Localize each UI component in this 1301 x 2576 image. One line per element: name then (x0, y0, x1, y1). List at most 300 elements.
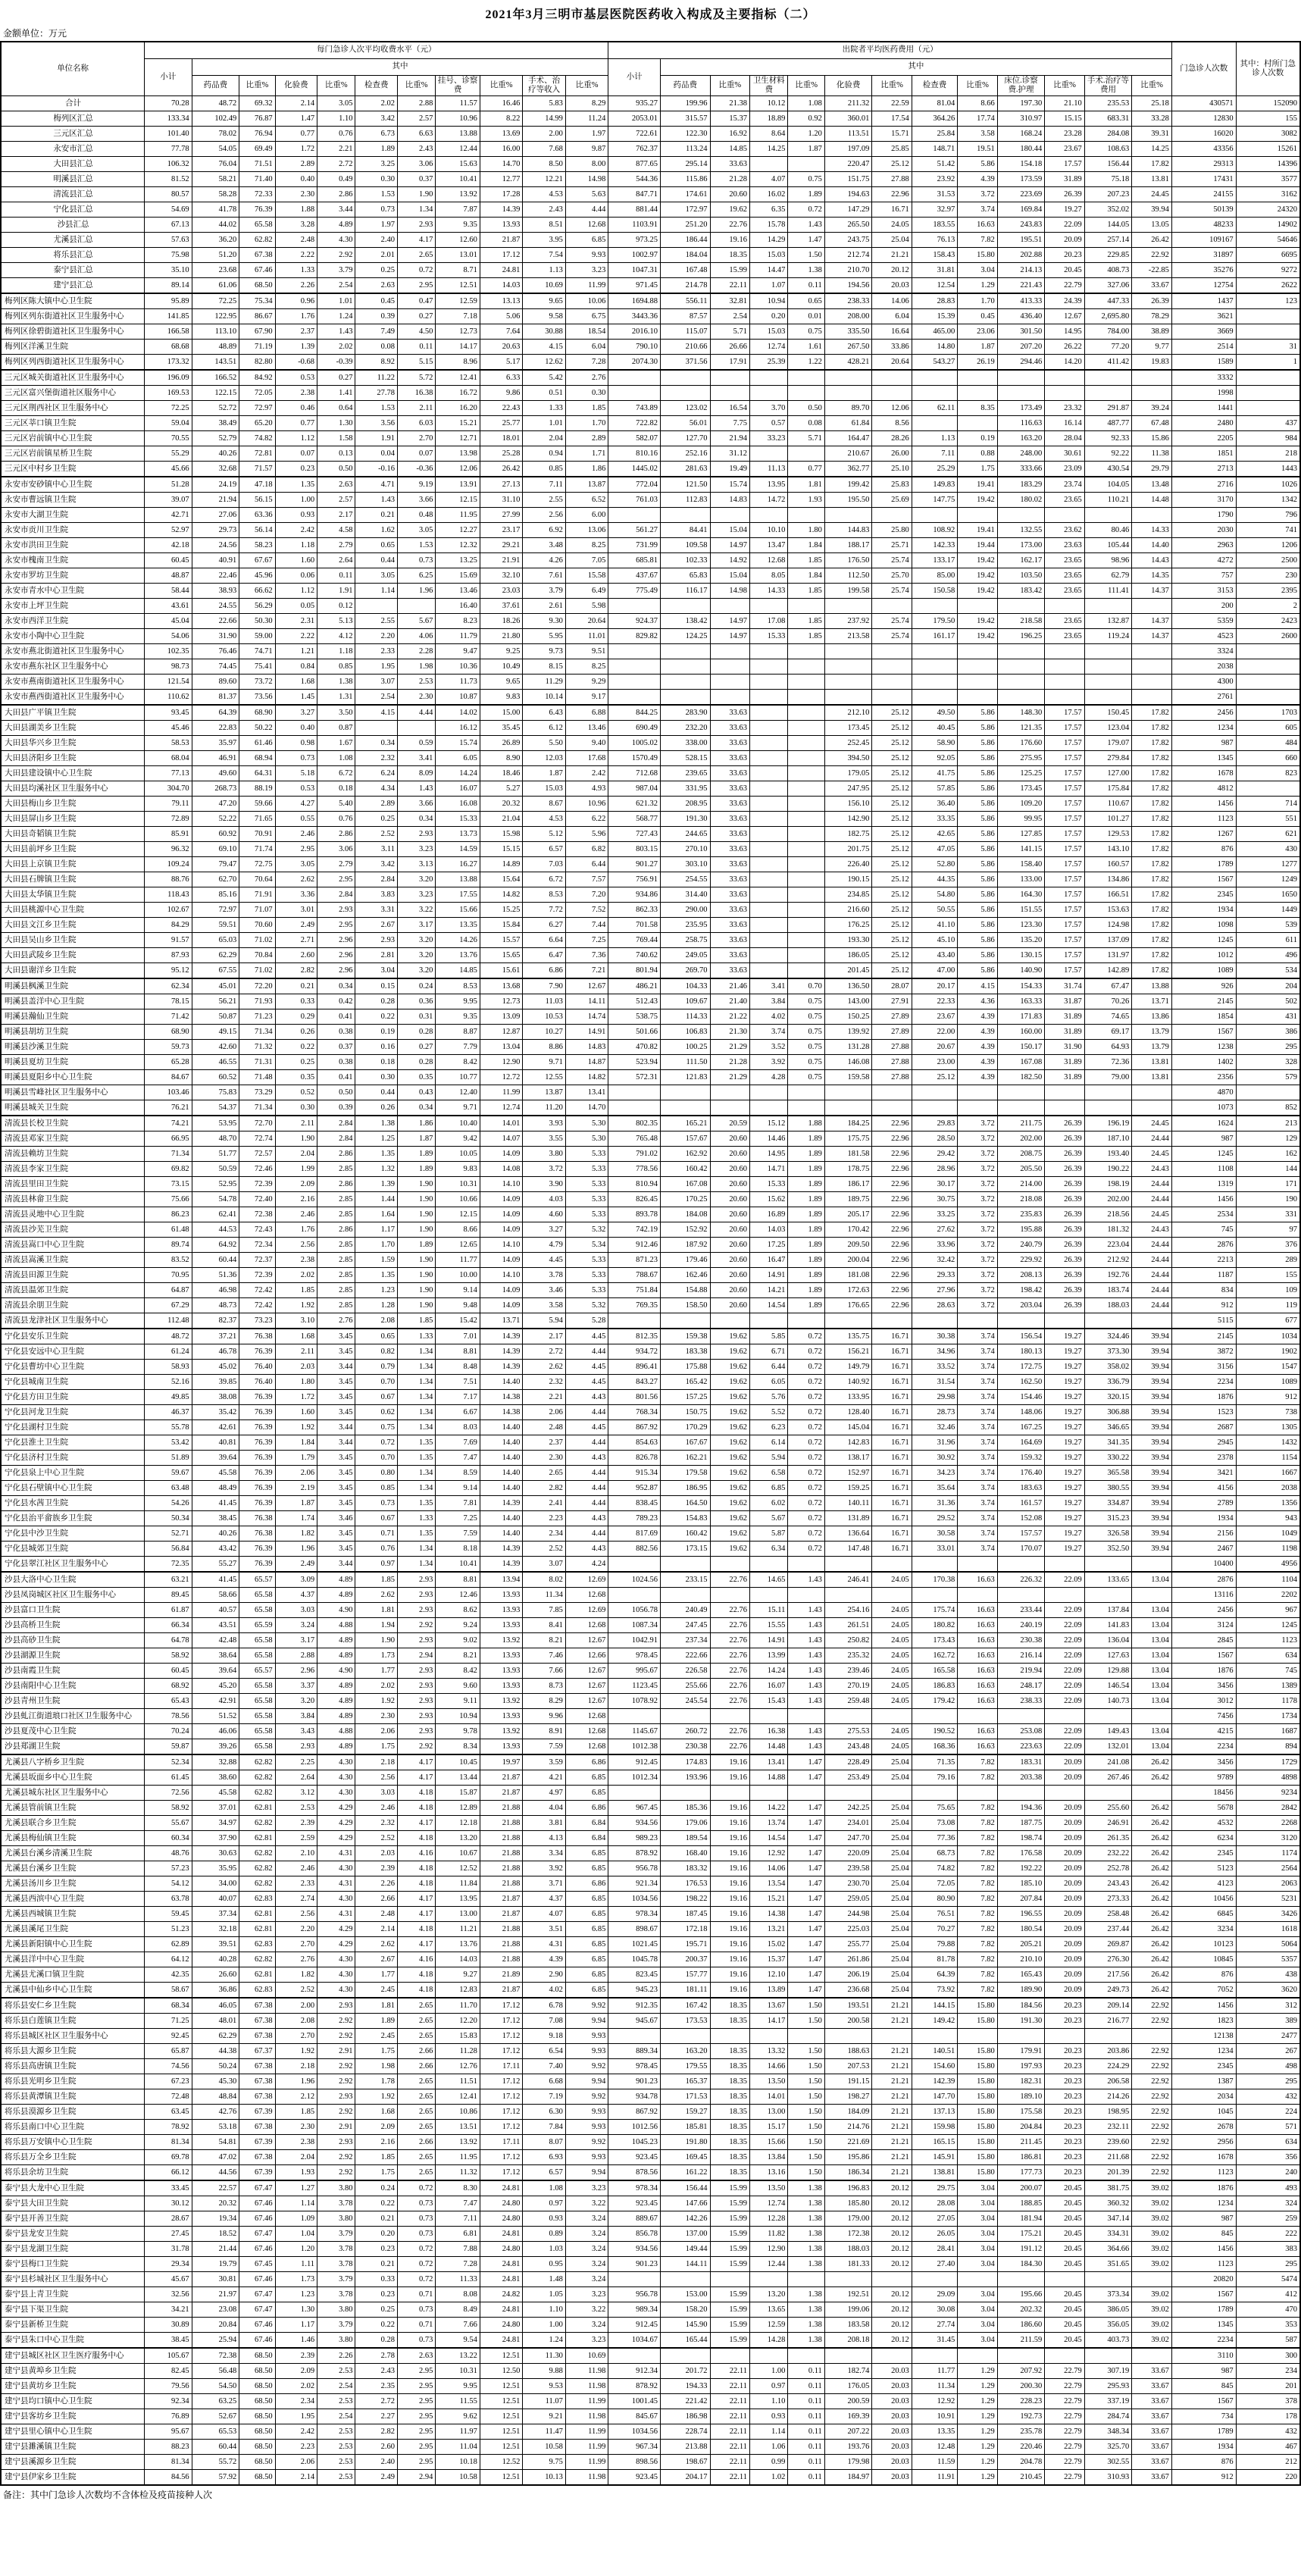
cell: 2600 (1236, 629, 1300, 644)
cell: 76.39 (239, 1557, 275, 1573)
cell: 267.46 (1084, 1770, 1132, 1786)
cell: -0.39 (317, 355, 355, 371)
cell: 4.15 (523, 340, 565, 355)
cell: 22.96 (872, 1283, 912, 1298)
cell (788, 1085, 824, 1100)
cell: 67.48 (1132, 416, 1172, 431)
cell: 6.47 (523, 948, 565, 963)
cell: 2.09 (275, 2364, 317, 2379)
cell: 25.04 (872, 1907, 912, 1922)
row-name: 沙县富口卫生院 (1, 1603, 145, 1618)
row-name: 永安市洪田卫生院 (1, 538, 145, 553)
cell: 31.90 (1045, 1040, 1084, 1055)
cell: 0.73 (397, 2333, 435, 2349)
cell: 27.78 (355, 386, 397, 401)
cell: 0.97 (749, 2379, 787, 2394)
cell: 722.82 (608, 416, 661, 431)
cell: 10.31 (436, 2364, 480, 2379)
cell: 1123.45 (608, 1679, 661, 1694)
cell: 4.44 (565, 1466, 608, 1481)
cell: 20.12 (872, 2302, 912, 2318)
cell: 184.56 (997, 1998, 1045, 2014)
cell: 20.45 (1045, 2196, 1084, 2211)
cell (997, 675, 1045, 690)
cell: 12.68 (565, 1739, 608, 1755)
cell: 24.81 (480, 2302, 522, 2318)
cell: 22.09 (1045, 1572, 1084, 1588)
cell: 270.10 (660, 842, 710, 857)
cell: 51.28 (145, 477, 192, 493)
cell: 7.47 (436, 1451, 480, 1466)
cell: 501.66 (608, 1025, 661, 1040)
cell: 484 (1236, 736, 1300, 751)
cell: 132.55 (997, 523, 1045, 538)
cell: 24.80 (480, 2211, 522, 2227)
cell: 10.69 (523, 278, 565, 294)
cell: 251.20 (660, 218, 710, 233)
cell: 191.30 (997, 2014, 1045, 2029)
cell: 1.00 (523, 2318, 565, 2333)
cell: 3.04 (958, 2196, 997, 2211)
cell: 121.54 (145, 675, 192, 690)
cell (660, 386, 710, 401)
cell: 2.93 (397, 1588, 435, 1603)
cell: 3.74 (958, 1420, 997, 1435)
cell: 15.80 (958, 2059, 997, 2074)
cell: 14.17 (749, 2014, 787, 2029)
cell: 4.17 (397, 1770, 435, 1786)
cell: 0.75 (788, 1040, 824, 1055)
cell: 3.44 (317, 1360, 355, 1375)
cell: 25.04 (872, 1983, 912, 1999)
cell: 7.40 (523, 2059, 565, 2074)
cell: 14.54 (749, 1831, 787, 1846)
row-name: 永安市燕南街道社区卫生服务中心 (1, 675, 145, 690)
cell (1236, 309, 1300, 324)
cell: 25.12 (872, 857, 912, 872)
cell: 844.25 (608, 705, 661, 721)
cell: 1624 (1171, 1116, 1236, 1131)
cell: 15.61 (480, 963, 522, 979)
table-row (1, 1040, 1300, 1055)
table-row (1, 293, 1300, 309)
cell: 123.30 (997, 918, 1045, 933)
cell: 80.90 (912, 1892, 958, 1907)
cell: 64.31 (239, 766, 275, 781)
cell: 2356 (1171, 1070, 1236, 1085)
cell: 0.72 (788, 1405, 824, 1420)
cell: 2.92 (397, 1739, 435, 1755)
cell: 876 (1171, 1967, 1236, 1983)
cell: 1.75 (355, 2165, 397, 2181)
cell: 46.06 (192, 1724, 239, 1739)
cell: 7.57 (565, 872, 608, 887)
cell: 261.51 (824, 1618, 872, 1633)
cell: 1.31 (317, 690, 355, 706)
cell: 7.72 (523, 903, 565, 918)
cell: 33.63 (710, 157, 749, 172)
cell: 72.89 (145, 812, 192, 827)
cell: 17.82 (1132, 705, 1172, 721)
cell: 18.35 (710, 248, 749, 263)
cell: 5.18 (275, 766, 317, 781)
cell: 22.76 (710, 218, 749, 233)
cell: 67.39 (239, 2135, 275, 2150)
cell (872, 644, 912, 659)
cell: 16.02 (749, 187, 787, 202)
cell: 13.54 (749, 1876, 787, 1892)
cell: 14.25 (1132, 142, 1172, 157)
cell: 0.42 (317, 994, 355, 1009)
cell: 901.23 (608, 2257, 661, 2272)
cell: 3.27 (275, 705, 317, 721)
cell: 30.63 (192, 1846, 239, 1861)
cell (997, 370, 1045, 386)
cell: 9.95 (436, 2379, 480, 2394)
cell: 76.40 (239, 1375, 275, 1390)
cell: 46.98 (192, 1283, 239, 1298)
cell: 1.38 (788, 2211, 824, 2227)
cell: 26.39 (1045, 1192, 1084, 1207)
cell: 26.66 (710, 340, 749, 355)
cell: 978.34 (608, 2180, 661, 2196)
cell: 150.25 (824, 1009, 872, 1025)
cell: 4.29 (317, 1801, 355, 1816)
cell: 987 (1171, 1131, 1236, 1147)
cell: 5.50 (523, 736, 565, 751)
cell: 775.49 (608, 584, 661, 599)
cell: 55.29 (145, 446, 192, 462)
cell: 133.95 (824, 1390, 872, 1405)
cell: 987.04 (608, 781, 661, 797)
cell: 252.78 (1084, 1861, 1132, 1876)
cell: 13.93 (480, 1679, 522, 1694)
cell: 14.03 (480, 278, 522, 294)
cell: 186.83 (912, 1679, 958, 1694)
cell: 14.39 (480, 1360, 522, 1375)
cell: 11.04 (436, 2440, 480, 2455)
cell: 50.22 (239, 721, 275, 736)
cell (608, 508, 661, 523)
cell: 44.02 (192, 218, 239, 233)
cell: 18.01 (480, 431, 522, 446)
cell: 20.03 (872, 2409, 912, 2424)
cell: 143.10 (1084, 842, 1132, 857)
cell: 47.00 (912, 963, 958, 979)
cell: 98.96 (1084, 553, 1132, 568)
cell: 88.19 (239, 781, 275, 797)
cell: 0.75 (788, 1009, 824, 1025)
cell: 43.42 (192, 1542, 239, 1557)
cell: 0.44 (355, 1085, 397, 1100)
cell: 2.33 (275, 1876, 317, 1892)
cell: 25.04 (872, 1937, 912, 1952)
cell: 62.83 (239, 1937, 275, 1952)
cell: 200.37 (660, 1952, 710, 1967)
cell (788, 599, 824, 614)
cell: 2.48 (355, 1907, 397, 1922)
cell: 4.60 (523, 1207, 565, 1222)
cell: 10.10 (749, 523, 787, 538)
cell: 2.64 (275, 1770, 317, 1786)
cell: 1.92 (275, 2044, 317, 2059)
cell: 0.07 (275, 446, 317, 462)
cell: 13.79 (1132, 1025, 1172, 1040)
cell: 5.30 (565, 1116, 608, 1131)
cell: 18.35 (710, 2089, 749, 2105)
cell: 175.88 (660, 1360, 710, 1375)
cell: 20.23 (1045, 2135, 1084, 2150)
row-name: 明溪县雪峰社区卫生服务中心 (1, 1085, 145, 1100)
cell: 19.83 (1132, 355, 1172, 371)
cell: 70.84 (239, 948, 275, 963)
cell: 58.93 (145, 1360, 192, 1375)
cell: 17.57 (1045, 842, 1084, 857)
cell: 2.43 (397, 142, 435, 157)
cell: 7.82 (958, 1952, 997, 1967)
cell: 989.34 (608, 2302, 661, 2318)
cell: 22.92 (1132, 2165, 1172, 2181)
cell: 22.66 (192, 614, 239, 629)
cell: 3.72 (958, 1298, 997, 1313)
cell: 2053.01 (608, 111, 661, 127)
cell: 24.39 (1045, 293, 1084, 309)
cell: 10.96 (565, 797, 608, 812)
cell: 22.11 (710, 2455, 749, 2470)
cell: 133.00 (997, 872, 1045, 887)
cell: 0.85 (317, 659, 355, 675)
cell: 1.01 (317, 293, 355, 309)
cell: 2.95 (397, 278, 435, 294)
cell: 0.11 (788, 2394, 824, 2409)
cell: 26.39 (1045, 1147, 1084, 1162)
cell: 33.67 (1132, 2455, 1172, 2470)
cell: 71.07 (239, 903, 275, 918)
cell: 45.30 (192, 2074, 239, 2089)
cell (608, 675, 661, 690)
table-row (1, 644, 1300, 659)
cell (749, 1709, 787, 1724)
cell: 223.63 (997, 1739, 1045, 1755)
cell: 2956 (1171, 2135, 1236, 2150)
cell: 167.08 (660, 1177, 710, 1192)
row-name: 将乐县城区社区卫生服务中心 (1, 2029, 145, 2044)
cell: 195.50 (824, 493, 872, 508)
cell: 64.39 (192, 705, 239, 721)
cell: 67.46 (239, 2333, 275, 2349)
cell: 4156 (1171, 1481, 1236, 1496)
cell: 0.27 (397, 1040, 435, 1055)
cell: 1.00 (749, 2364, 787, 2379)
cell: 1.89 (397, 1162, 435, 1177)
cell: 164.50 (660, 1496, 710, 1511)
cell: 14.89 (480, 857, 522, 872)
cell: 5.71 (788, 431, 824, 446)
cell: 6.78 (523, 1998, 565, 2014)
cell: 7.90 (523, 978, 565, 994)
cell: 25.04 (872, 1967, 912, 1983)
cell: 69.17 (1084, 1025, 1132, 1040)
cell: 58.28 (192, 187, 239, 202)
cell: 22.76 (710, 1664, 749, 1679)
cell: 4523 (1171, 629, 1236, 644)
cell: 362.77 (824, 462, 872, 477)
cell: 14.39 (480, 1329, 522, 1344)
cell: 31.81 (912, 263, 958, 278)
cell: 13.93 (480, 218, 522, 233)
cell: 300 (1236, 2348, 1300, 2364)
cell: 19.27 (1045, 202, 1084, 218)
cell: 24.56 (192, 538, 239, 553)
cell: 1104 (1236, 1572, 1300, 1588)
row-name: 泰宁县杉城社区卫生服务中心 (1, 2272, 145, 2287)
cell: 1.14 (749, 2424, 787, 2440)
cell: 1.13 (523, 263, 565, 278)
cell: 73.92 (912, 1983, 958, 1999)
cell: 46.37 (145, 1405, 192, 1420)
cell: 3.79 (317, 263, 355, 278)
cell: 38.89 (1132, 324, 1172, 340)
cell (958, 2029, 997, 2044)
row-name: 将乐县万安镇中心卫生院 (1, 2135, 145, 2150)
cell: 1.90 (397, 187, 435, 202)
cell: 5.06 (480, 309, 522, 324)
cell: 68.50 (239, 2409, 275, 2424)
cell: 5.86 (958, 918, 997, 933)
cell: 1.50 (788, 2074, 824, 2089)
cell: 184.30 (997, 2257, 1045, 2272)
cell: 13.41 (565, 1085, 608, 1100)
cell: 23.63 (1045, 538, 1084, 553)
cell (788, 157, 824, 172)
cell: 11.28 (436, 2044, 480, 2059)
cell: 1.17 (355, 1222, 397, 1238)
cell: 86.23 (145, 1207, 192, 1222)
cell: 1.47 (788, 1801, 824, 1816)
cell: 56.14 (239, 523, 275, 538)
cell: 2.27 (355, 2409, 397, 2424)
cell: 113.10 (192, 324, 239, 340)
cell: 20.23 (1045, 2059, 1084, 2074)
cell: 9.19 (397, 477, 435, 493)
cell: 187.75 (997, 1816, 1045, 1831)
cell: 6.43 (523, 705, 565, 721)
cell: 1.92 (275, 1420, 317, 1435)
cell: 4.45 (523, 1253, 565, 1268)
cell: 144.15 (912, 1998, 958, 2014)
cell: 3234 (1171, 1922, 1236, 1937)
cell: 11.24 (565, 111, 608, 127)
cell: 2.11 (275, 1116, 317, 1131)
cell: 15.80 (958, 2120, 997, 2135)
cell: 4.30 (317, 233, 355, 248)
cell: 100.25 (660, 1040, 710, 1055)
table-row (1, 263, 1300, 278)
cell: 24.05 (872, 1679, 912, 1694)
cell: 22.09 (1045, 1739, 1084, 1755)
cell: 2.45 (355, 2029, 397, 2044)
cell: 1.34 (397, 1375, 435, 1390)
cell: 33.23 (749, 431, 787, 446)
cell: 2.59 (275, 1831, 317, 1846)
cell: 6.81 (436, 2227, 480, 2242)
cell (1132, 1557, 1172, 1573)
cell: 3.74 (958, 1511, 997, 1526)
cell: 2.23 (523, 1511, 565, 1526)
cell: 12830 (1171, 111, 1236, 127)
cell: 42.61 (192, 1420, 239, 1435)
cell (749, 948, 787, 963)
cell: 34.23 (912, 1466, 958, 1481)
cell: 2.11 (275, 1344, 317, 1360)
cell: 523.94 (608, 1055, 661, 1070)
cell: 1.82 (275, 1967, 317, 1983)
cell: 11.98 (565, 2379, 608, 2394)
table-row (1, 1162, 1300, 1177)
cell: 347.14 (1084, 2211, 1132, 2227)
cell: 1.81 (355, 1998, 397, 2014)
cell: 23.00 (912, 1055, 958, 1070)
cell: 27.88 (872, 1070, 912, 1085)
cell (1132, 690, 1172, 706)
cell: 1.47 (788, 1907, 824, 1922)
cell: 13.00 (749, 2105, 787, 2120)
cell: 180.82 (912, 1618, 958, 1633)
cell: 122.30 (660, 127, 710, 142)
cell: 2.03 (355, 1846, 397, 1861)
cell: 2480 (1171, 416, 1236, 431)
cell: 4.89 (317, 1588, 355, 1603)
cell: 17.12 (480, 248, 522, 263)
cell: 2.30 (275, 2120, 317, 2135)
cell: 437.67 (608, 568, 661, 584)
cell: 4.79 (523, 1238, 565, 1253)
cell: 534 (1236, 963, 1300, 979)
table-row (1, 2196, 1300, 2211)
cell: 158.20 (660, 2302, 710, 2318)
cell: 847.71 (608, 187, 661, 202)
cell: 22.96 (872, 1177, 912, 1192)
cell: 0.38 (317, 1055, 355, 1070)
cell: 2.65 (397, 2120, 435, 2135)
cell: 45.01 (192, 978, 239, 994)
cell: 334.87 (1084, 1496, 1132, 1511)
cell: 12.65 (436, 1238, 480, 1253)
cell: 13.87 (565, 477, 608, 493)
cell: 50139 (1171, 202, 1236, 218)
cell: 22.96 (872, 1238, 912, 1253)
cell: 12.73 (480, 994, 522, 1009)
table-row (1, 1344, 1300, 1360)
cell: 324 (1236, 2196, 1300, 2211)
cell: 3.37 (275, 1679, 317, 1694)
cell: 188.03 (824, 2242, 872, 2257)
cell: 1.89 (397, 1238, 435, 1253)
cell: 70.28 (145, 96, 192, 111)
cell: 33.63 (710, 736, 749, 751)
cell: 11.99 (565, 278, 608, 294)
cell (788, 644, 824, 659)
cell: 9234 (1236, 1786, 1300, 1801)
cell: 13.50 (749, 2074, 787, 2089)
cell: 11.99 (565, 2455, 608, 2470)
cell: 14.91 (749, 1633, 787, 1648)
cell: 18.35 (710, 2074, 749, 2089)
cell: 59.67 (145, 1466, 192, 1481)
cell: 208.75 (997, 1147, 1045, 1162)
cell: 2034 (1171, 2089, 1236, 2105)
cell: 15.74 (436, 736, 480, 751)
